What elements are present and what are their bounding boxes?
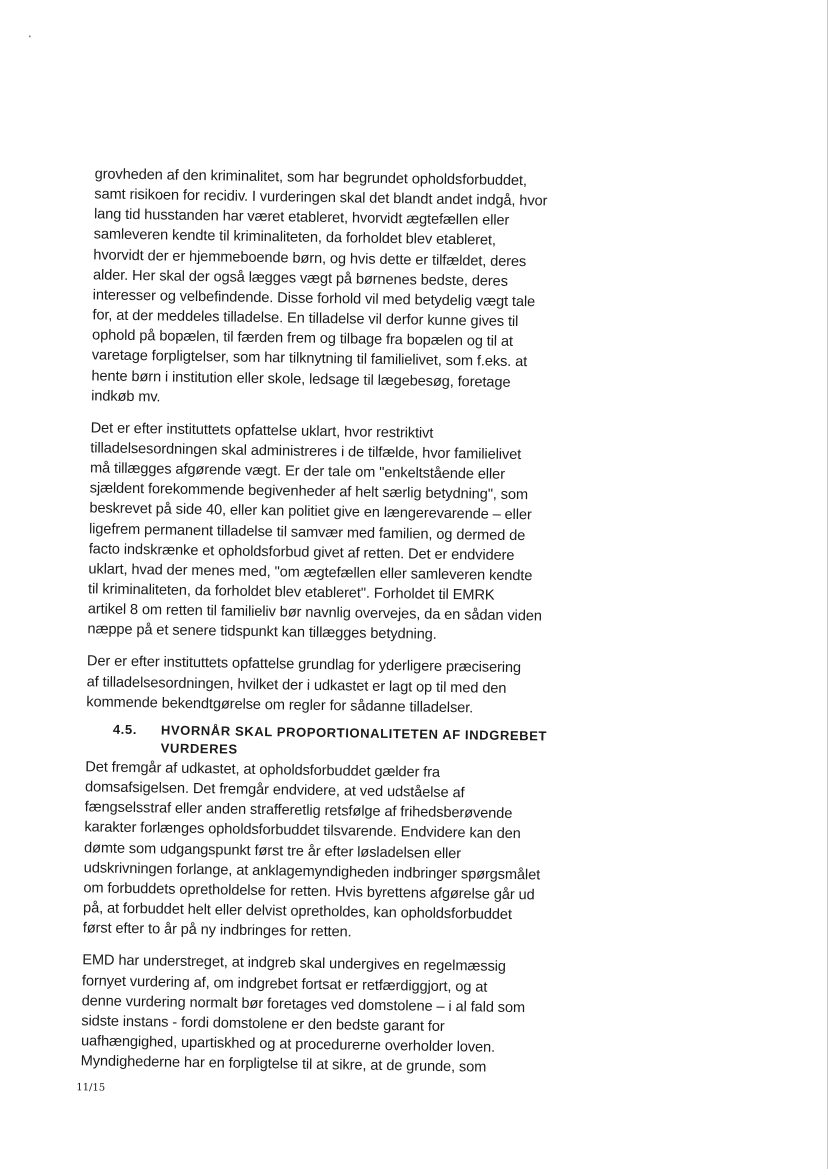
- text-line: må tillægges afgørende vægt. Er der tale om "enkeltstående eller: [89, 460, 506, 483]
- text-line: kommende bekendtgørelse om regler for sådanne tilladelser.: [86, 694, 474, 717]
- text-line: på, at forbuddet helt eller delvist opretholdes, kan opholdsforbuddet: [82, 900, 512, 924]
- text-line: domsafsigelsen. Det fremgår endvidere, at ved udståelse af: [84, 779, 465, 802]
- text-line: denne vurdering normalt bør foretages ved domstolene – i al fald som: [81, 992, 526, 1016]
- text-line: varetage forpligtelser, som har tilknytning til familielivet, som f.eks. at: [91, 347, 528, 371]
- text-line: ophold på bopælen, til færden frem og tilbage fra bopælen og til at: [91, 327, 514, 351]
- text-line: om forbuddets opretholdelse for retten. Hvis byrettens afgørelse går ud: [83, 880, 535, 904]
- text-line: artikel 8 om retten til familieliv bør navnlig overvejes, da en sådan viden: [87, 601, 542, 625]
- text-line: af tilladelsesordningen, hvilket der i udkastet er lagt op til med den: [86, 673, 507, 697]
- text-line: til kriminaliteten, da forholdet blev etableret". Forholdet til EMRK: [87, 581, 495, 604]
- text-line: samleveren kendte til kriminaliteten, da forholdet blev etableret,: [93, 226, 497, 250]
- text-line: for, at der meddeles tilladelse. En tilladelse vil derfor kunne gives til: [92, 307, 519, 331]
- text-line: fornyet vurdering af, om indgrebet fortsat er retfærdiggjort, og at: [81, 972, 488, 996]
- text-line: hvorvidt der er hjemmeboende børn, og hvis dette er tilfældet, deres: [93, 246, 527, 270]
- text-line: EMD har understreget, at indgreb skal undergives en regelmæssig: [82, 952, 506, 976]
- text-line: Det er efter instituttets opfattelse uklart, hvor restriktivt: [90, 420, 434, 442]
- text-line: sjældent forekommende begivenheder af helt særlig betydning", som: [89, 480, 529, 504]
- text-line: karakter forlænges opholdsforbuddet tilsvarende. Endvidere kan den: [84, 819, 521, 843]
- text-line: grovheden af den kriminalitet, som har begrundet opholdsforbuddet,: [94, 166, 528, 190]
- text-line: samt risikoen for recidiv. I vurderingen skal det blandt andet indgå, hvor: [94, 186, 548, 210]
- text-line: indkøb mv.: [91, 387, 161, 406]
- text-line: sidste instans - fordi domstolene er den bedste garant for: [81, 1013, 445, 1035]
- text-line: fængselsstraf eller anden strafferetlig retsfølge af frihedsberøvende: [84, 799, 513, 823]
- text-line: Der er efter instituttets opfattelse grundlag for yderligere præcisering: [86, 653, 522, 677]
- section-number: 4.5.: [112, 721, 138, 738]
- text-line: beskrevet på side 40, eller kan politiet give en længerevarende – eller: [89, 500, 532, 524]
- text-line: udskrivningen forlange, at anklagemyndigheden indbringer spørgsmålet: [83, 860, 541, 884]
- text-line: uklart, hvad der menes med, "om ægtefællen eller samleveren kendte: [88, 561, 533, 585]
- text-line: alder. Her skal der også lægges vægt på børnenes bedste, deres: [92, 267, 508, 290]
- section-title-line-2: VURDERES: [160, 740, 238, 757]
- text-line: facto indskrænke et opholdsforbud givet af retten. Det er endvidere: [88, 541, 515, 564]
- text-line: næppe på et senere tidspunkt kan tillægges betydning.: [87, 621, 437, 644]
- text-line: tilladelsesordningen skal administreres i de tilfælde, hvor familielivet: [90, 440, 522, 464]
- text-line: dømte som udgangspunkt først tre år efter løsladelsen eller: [83, 839, 462, 862]
- text-line: Myndighederne har en forpligtelse til at sikre, at de grunde, som: [80, 1053, 487, 1076]
- scan-speck: [29, 35, 31, 37]
- page-number: 11/15: [76, 1082, 106, 1094]
- text-line: lang tid husstanden har været etableret, hvorvidt ægtefællen eller: [93, 206, 510, 230]
- section-title-line-1: HVORNÅR SKAL PROPORTIONALITETEN AF INDGREBET: [160, 722, 548, 744]
- text-line: hente børn i institution eller skole, ledsage til lægebesøg, foretage: [91, 367, 511, 391]
- text-line: interesser og velbefindende. Disse forhold vil med betydelig vægt tale: [92, 287, 536, 311]
- text-line: ligefrem permanent tilladelse til samvær med familien, og dermed de: [88, 520, 526, 544]
- text-line: uafhængighed, upartiskhed og at procedurerne overholder loven.: [80, 1033, 496, 1056]
- text-line: først efter to år på ny indbringes for retten.: [82, 920, 352, 941]
- text-line: Det fremgår af udkastet, at opholdsforbuddet gælder fra: [85, 759, 441, 781]
